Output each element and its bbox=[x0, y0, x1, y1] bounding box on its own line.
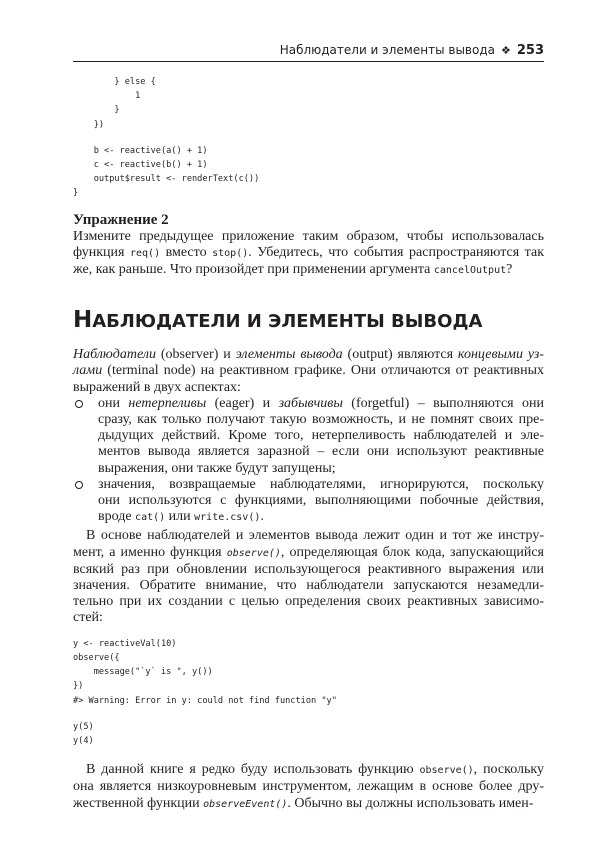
text-run: выражений в двух аспектах: bbox=[73, 379, 241, 395]
emphasis-text: Наблюдатели bbox=[73, 347, 156, 363]
inline-code: write.csv() bbox=[194, 512, 261, 524]
text-line bbox=[73, 578, 544, 594]
intro-section bbox=[73, 347, 544, 526]
text-run: они bbox=[98, 395, 129, 411]
text-run: , поскольку bbox=[473, 762, 545, 778]
text-run: . Обычно вы должны использовать имен- bbox=[287, 795, 534, 811]
circle-bullet-icon bbox=[75, 481, 83, 489]
code-line: y <- reactiveVal(10) bbox=[73, 638, 177, 649]
text-line bbox=[98, 396, 544, 412]
emphasis-text: элементы вывода bbox=[235, 347, 343, 363]
text-run: В данной книге я редко буду использовать функцию bbox=[86, 762, 420, 778]
emphasis-text: лами bbox=[73, 363, 103, 379]
text-run: В основе наблюдателей и элементов вывода лежит один и тот же инстру- bbox=[86, 528, 544, 544]
code-line: output$result <- renderText(c()) bbox=[73, 174, 260, 185]
text-run: стей: bbox=[73, 610, 103, 626]
text-line bbox=[98, 477, 544, 493]
section-heading-rest: АБЛЮДАТЕЛИ И ЭЛЕМЕНТЫ ВЫВОДА bbox=[92, 311, 483, 333]
text-run: вместо bbox=[160, 244, 213, 260]
emphasis-text: нетерпеливы bbox=[128, 395, 207, 411]
code-line: }) bbox=[73, 119, 105, 130]
text-run: всякий раз при обновлении использующегося реактивного выражения или bbox=[73, 561, 544, 577]
exercise-text bbox=[73, 229, 544, 280]
circle-bullet-icon bbox=[75, 400, 83, 408]
exercise-title: Упражнение 2 bbox=[73, 211, 169, 228]
text-run: . bbox=[260, 509, 264, 525]
text-line bbox=[73, 363, 544, 379]
code-line: #> Warning: Error in y: could not find function "y" bbox=[73, 695, 337, 706]
text-line bbox=[98, 428, 544, 444]
inline-code: cancelOutput bbox=[433, 265, 507, 277]
text-line bbox=[73, 347, 544, 363]
text-line bbox=[73, 796, 544, 813]
code-line bbox=[73, 132, 544, 144]
text-line bbox=[73, 262, 544, 279]
text-run: вроде bbox=[98, 509, 136, 525]
text-run: значения. Обратите внимание, что наблюдатели запускаются незамедли- bbox=[73, 578, 544, 594]
text-run: (observer) и bbox=[155, 347, 236, 363]
text-line bbox=[73, 380, 544, 396]
text-run: сразу, как только получают такую возможность, и не помнят своих пре- bbox=[98, 412, 544, 428]
text-run: ментов вывода является заразной – если они используют реактивные bbox=[98, 444, 544, 460]
code-line: } bbox=[73, 105, 120, 116]
code-line: } bbox=[73, 188, 79, 199]
text-run: Измените предыдущее приложение таким образом, чтобы использовалась bbox=[73, 228, 544, 244]
text-run: или bbox=[165, 509, 195, 525]
code-line: } else { bbox=[73, 77, 156, 87]
text-line bbox=[98, 444, 544, 460]
text-run: дыдущих действий. Кроме того, нетерпеливость наблюдателей и эле- bbox=[98, 428, 544, 444]
bullet-item-1 bbox=[98, 396, 544, 477]
code-line bbox=[73, 708, 544, 720]
emphasis-text: забывчивы bbox=[278, 395, 343, 411]
text-run: функция bbox=[73, 244, 130, 260]
running-header bbox=[73, 40, 544, 62]
text-run: значения, возвращаемые наблюдателями, игнорируются, поскольку bbox=[98, 476, 544, 492]
running-header-title: Наблюдатели и элементы вывода bbox=[279, 43, 495, 57]
ornament-icon: ❖ bbox=[500, 44, 511, 57]
code-line: }) bbox=[73, 681, 84, 692]
text-line bbox=[73, 229, 544, 245]
code-block-2 bbox=[73, 637, 544, 748]
text-run: (forgetful) – выполняются они bbox=[342, 395, 544, 411]
code-line: 1 bbox=[73, 91, 141, 102]
text-run: ? bbox=[506, 262, 513, 278]
bullet-item-2 bbox=[98, 477, 544, 527]
code-line: y(5) bbox=[73, 721, 94, 732]
text-run: они используются с функциями, выполняющими побочные действия, bbox=[98, 493, 544, 509]
text-line bbox=[73, 245, 544, 262]
text-line bbox=[98, 493, 544, 509]
closing-paragraph bbox=[73, 762, 544, 813]
page-body bbox=[73, 75, 544, 813]
text-run: , определяющая блок кода, запускающийся bbox=[280, 544, 544, 560]
inline-code: observe() bbox=[226, 547, 281, 559]
code-line: y(4) bbox=[73, 735, 94, 746]
code-block-1 bbox=[73, 75, 544, 201]
text-line bbox=[98, 461, 544, 477]
text-line bbox=[73, 528, 544, 544]
inline-code: observe() bbox=[419, 765, 474, 777]
text-line bbox=[98, 412, 544, 428]
text-line bbox=[73, 545, 544, 562]
text-run: тельно при их создании с целью определения своих реактивных зависимо- bbox=[73, 594, 544, 610]
code-line: c <- reactive(b() + 1) bbox=[73, 160, 208, 171]
text-line bbox=[73, 610, 544, 626]
text-run: (output) являются bbox=[342, 347, 458, 363]
text-line bbox=[73, 562, 544, 578]
text-run: жественной функции bbox=[73, 795, 204, 811]
text-run: она является низкоуровневым инструментом, лежащим в основе более дру- bbox=[73, 779, 544, 795]
inline-code: observeEvent() bbox=[203, 798, 288, 810]
text-run: выражения, они также будут запущены; bbox=[98, 460, 336, 476]
section-heading bbox=[73, 305, 544, 335]
text-line bbox=[73, 594, 544, 610]
page-number: 253 bbox=[516, 43, 544, 58]
text-run: (terminal node) на реактивном графике. Они отличаются от реактивных bbox=[102, 363, 544, 379]
text-line bbox=[73, 762, 544, 779]
intro-paragraph bbox=[73, 347, 544, 396]
text-line bbox=[98, 509, 544, 526]
text-run: . Убедитесь, что события распространяются так bbox=[248, 244, 544, 260]
inline-code: req() bbox=[129, 247, 161, 259]
text-run: мент, а именно функция bbox=[73, 544, 227, 560]
exercise-block bbox=[73, 211, 544, 280]
inline-code: cat() bbox=[135, 512, 166, 524]
observe-paragraph bbox=[73, 528, 544, 626]
section-heading-initial: Н bbox=[73, 307, 93, 334]
code-line: observe({ bbox=[73, 652, 120, 663]
text-line bbox=[73, 779, 544, 795]
text-run: же, как раньше. Что произойдет при применении аргумента bbox=[73, 262, 434, 278]
text-run: (eager) и bbox=[206, 395, 279, 411]
emphasis-text: концевыми уз- bbox=[457, 347, 544, 363]
inline-code: stop() bbox=[212, 247, 249, 259]
code-line: message("`y` is ", y()) bbox=[73, 667, 213, 678]
code-line: b <- reactive(a() + 1) bbox=[73, 145, 208, 156]
